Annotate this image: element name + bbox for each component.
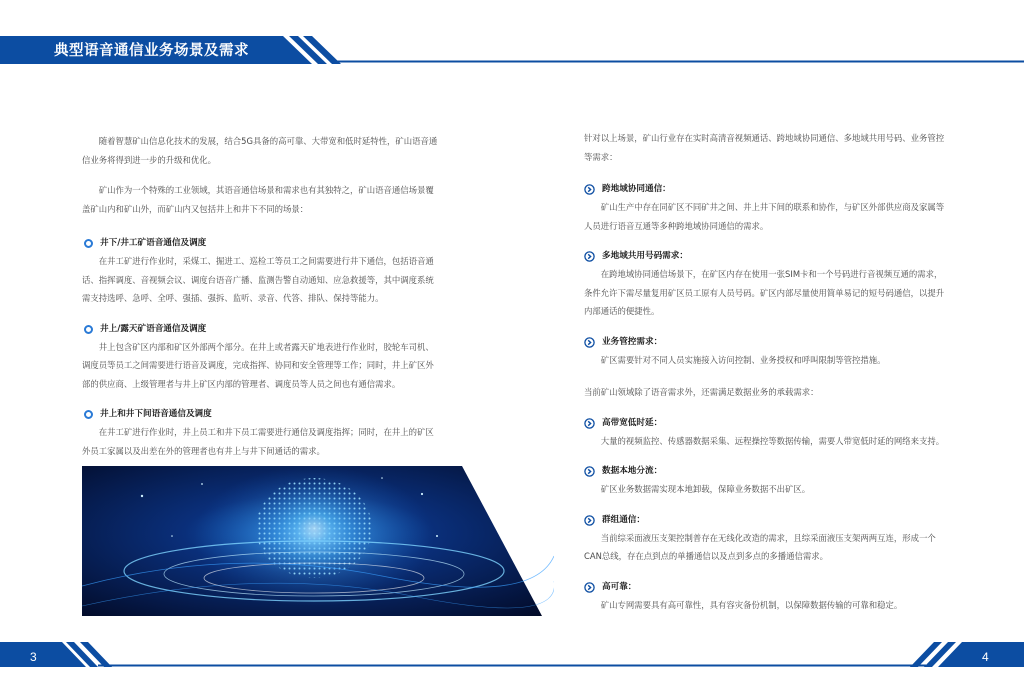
chevron-right-bullet-icon [584, 337, 595, 348]
requirement-title: 高可靠： [602, 581, 637, 592]
requirement-body: 当前综采面液压支架控制普存在无线化改造的需求，且综采面液压支架两两互连，形成一个CAN总线，存在点到点的单播通信以及点到多点的多播通信需求。 [584, 532, 936, 561]
circle-bullet-icon [84, 410, 93, 419]
page-title: 典型语音通信业务场景及需求 [54, 43, 249, 59]
tech-globe-image [82, 466, 554, 616]
page-number-left: 3 [30, 650, 37, 664]
requirement-title: 数据本地分流： [602, 466, 663, 476]
section-title: 井上/露天矿语音通信及调度 [100, 323, 207, 334]
chevron-right-bullet-icon [584, 251, 595, 262]
requirement-item [584, 247, 948, 321]
chevron-right-bullet-icon [584, 582, 595, 593]
right-column [584, 129, 948, 614]
chevron-right-bullet-icon [584, 466, 595, 477]
section-body: 在井工矿进行作业时，采煤工、掘进工、巡检工等员工之间需要进行井下通信，包括语音通话、指挥调度、音视频会议、调度台语音广播、监测告警自动通知、应急救援等，其中调度系统需支持选呼、急呼、全呼、强插、强拆、监听、录音、代答、排队、保持等能力。 [82, 256, 434, 303]
chevron-right-bullet-icon [584, 515, 595, 526]
requirement-body: 矿山专网需要具有高可靠性，具有容灾备份机制，以保障数据传输的可靠和稳定。 [600, 599, 903, 610]
section-underground [82, 234, 438, 308]
requirement-item [584, 414, 948, 451]
footer-bar [0, 640, 1024, 695]
requirement-body: 矿区需要针对不同人员实施接入访问控制、业务授权和呼叫限制等管控措施。 [600, 354, 886, 365]
requirement-title: 业务管控需求： [602, 336, 663, 347]
requirement-item [584, 578, 948, 615]
section-title: 井上和井下间语音通信及调度 [100, 409, 212, 419]
left-column [82, 132, 438, 460]
requirement-title: 多地域共用号码需求： [602, 251, 688, 261]
section-surface-underground [82, 405, 438, 460]
chevron-right-bullet-icon [584, 418, 595, 429]
section-title: 井下/井工矿语音通信及调度 [100, 238, 207, 248]
header-banner [0, 0, 1024, 70]
intro-paragraph: 矿山作为一个特殊的工业领域，其语音通信场景和需求也有其独特之，矿山语音通信场景覆盖矿山内和矿山外，而矿山内又包括井上和井下不同的场景： [82, 185, 434, 214]
requirement-title: 群组通信： [602, 514, 645, 525]
requirement-item [584, 333, 948, 370]
section-body: 在井工矿进行作业时，井上员工和井下员工需要进行通信及调度指挥；同时，在井上的矿区外员工家属以及出差在外的管理者也有井上与井下间通话的需求。 [82, 427, 434, 456]
footer-bar-shape [0, 640, 1024, 695]
chevron-right-bullet-icon [584, 184, 595, 195]
requirement-body: 大量的视频监控、传感器数据采集、远程操控等数据传输，需要人带宽低时延的网络来支持。 [600, 435, 945, 446]
requirement-title: 高带宽低时延： [602, 417, 663, 428]
intro-paragraph: 针对以上场景，矿山行业存在实时高清音视频通话、跨地域协同通信、多地域共用号码、业务管控等需求： [584, 133, 945, 162]
intro-paragraph: 当前矿山领域除了语音需求外，还需满足数据业务的承载需求： [584, 387, 819, 397]
tech-globe-graphic [82, 466, 554, 616]
requirement-body: 矿区业务数据需实现本地卸载，保障业务数据不出矿区。 [600, 484, 811, 494]
circle-bullet-icon [84, 239, 93, 248]
requirement-item [584, 511, 948, 566]
section-surface [82, 320, 438, 394]
requirement-title: 跨地域协同通信： [602, 184, 671, 194]
requirement-body: 在跨地域协同通信场景下，在矿区内存在使用一张SIM卡和一个号码进行音视频互通的需求，条件允许下需尽量复用矿区员工原有人员号码。矿区内部尽量使用简单易记的短号码通信，以提升内部通话的便捷性。 [584, 269, 945, 316]
requirement-item [584, 180, 948, 235]
page-number-right: 4 [982, 650, 989, 664]
circle-bullet-icon [84, 325, 93, 334]
requirement-body: 矿山生产中存在同矿区不同矿井之间、井上井下间的联系和协作，与矿区外部供应商及家属等人员进行语音互通等多种跨地域协同通信的需求。 [584, 202, 945, 231]
intro-paragraph: 随着智慧矿山信息化技术的发展，结合5G具备的高可靠、大带宽和低时延特性，矿山语音通信业务将得到进一步的升级和优化。 [82, 136, 438, 165]
section-body: 井上包含矿区内部和矿区外部两个部分。在井上或者露天矿地表进行作业时，胶轮车司机、调度员等员工之间需要进行语音及调度，完成指挥、协同和安全管理等工作；同时，井上矿区外部的供应商、上级管理者与井上矿区内部的管理者、调度员等人员之间也有通信需求。 [82, 341, 434, 389]
requirement-item [584, 462, 948, 499]
